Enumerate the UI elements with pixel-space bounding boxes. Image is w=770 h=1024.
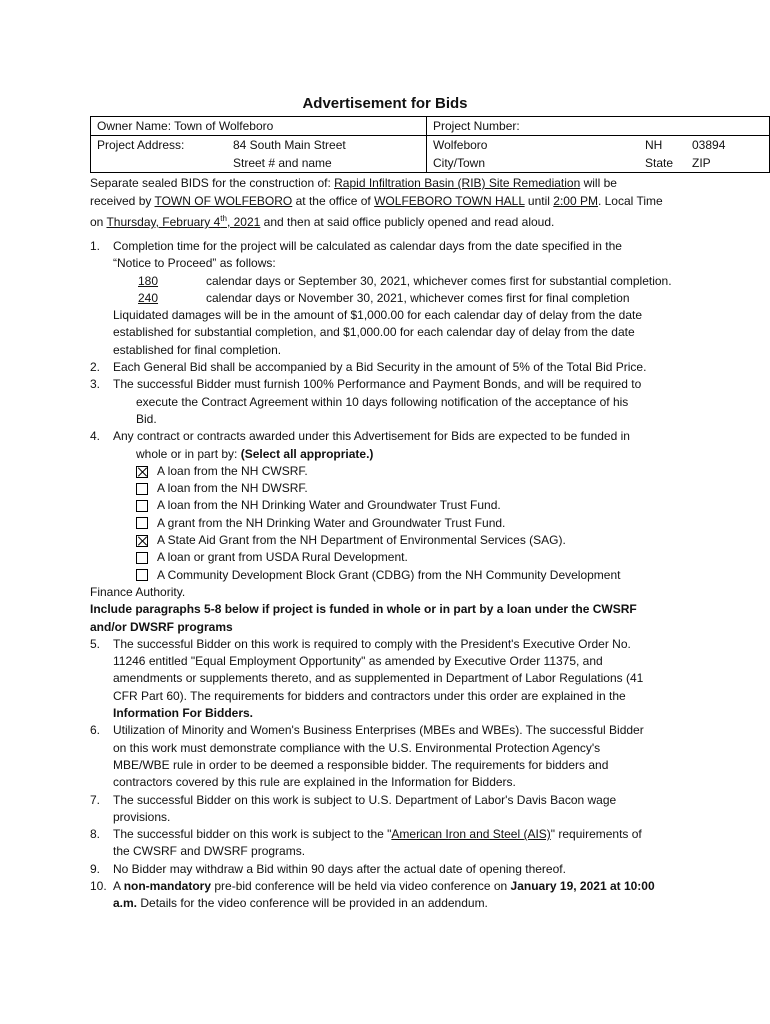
intro-text: on (90, 215, 107, 229)
address-blank (91, 154, 228, 173)
checkbox[interactable] (136, 552, 148, 564)
intro-text: Separate sealed BIDS for the construction of: (90, 176, 335, 190)
checkbox[interactable] (136, 569, 148, 581)
list-item-5: 5. The successful Bidder on this work is required to comply with the President's Executive Order No. 11246 entitled "Equal Employment Opportunity" as amended by Executive Order 11375, and amendments or supplements thereto, and as supplemented in Department of Labor Regulations (41 CFR Part 60). The requirements for bidders and contractors under this order are explained in the Information For Bidders. (90, 636, 644, 721)
funding-option-label: A State Aid Grant from the NH Department of Environmental Services (SAG). (157, 533, 566, 548)
funding-option-label: A loan or grant from USDA Rural Development. (157, 550, 408, 565)
intro-paragraph (90, 174, 690, 231)
funding-option (113, 480, 710, 497)
funding-option (113, 515, 710, 532)
intro-text: and then at said office publicly opened and read aloud. (260, 215, 555, 229)
list-item-10: 10. A non-mandatory pre-bid conference will be held via video conference on January 19, 2021 at 10:00 a.m. Details for the video conference will be provided in an addendum. (90, 878, 655, 911)
checkbox[interactable] (136, 517, 148, 529)
checked-checkbox[interactable] (136, 466, 148, 478)
intro-text: will be (580, 176, 617, 190)
checkbox[interactable] (136, 500, 148, 512)
bid-date: Thursday, February 4th, 2021 (106, 214, 261, 229)
intro-text: at the office of (292, 194, 375, 208)
list-item-6: 6. Utilization of Minority and Women's Business Enterprises (MBEs and WBEs). The successful Bidder on this work must demonstrate compliance with the U.S. Environmental Protection Agency's MBE/WBE rule in order to be deemed a responsible bidder. The requirements for bidders and contractors covered by this rule are explained in the Information for Bidders. (90, 723, 644, 790)
list-item-7: 7. The successful Bidder on this work is subject to U.S. Department of Labor's Davis Bacon wage provisions. (90, 792, 617, 824)
project-info-table (90, 116, 770, 173)
owner-name: TOWN OF WOLFEBORO (154, 194, 293, 208)
checkbox[interactable] (136, 483, 148, 495)
city-caption: City/Town (427, 154, 640, 173)
funding-continuation: Finance Authority. (90, 584, 186, 599)
owner-name-cell: Owner Name: Town of Wolfeboro (91, 117, 427, 136)
funding-option (113, 567, 710, 584)
terms-list (90, 238, 710, 913)
list-item-4: 4. Any contract or contracts awarded under this Advertisement for Bids are expected to be funded in whole or in part by: (Select all appropriate.) A loan from the NH CWSRF. A loan from the NH DWSRF. A loan from the NH Drinking Water and Groundwater Trust Fund. A grant from the NH Drinking Water and Groundwater Trust Fund. A State Aid Grant from the NH Department of Environmental Services (SAG). A loan or grant from USDA Rural Development. A Community Development Block Grant (CDBG) from the NH Community Development Finance Authority. (90, 428, 710, 601)
checked-checkbox[interactable] (136, 535, 148, 547)
list-item-9: 9. No Bidder may withdraw a Bid within 90 days after the actual date of opening thereof. (90, 861, 566, 876)
list-item-2: 2. Each General Bid shall be accompanied by a Bid Security in the amount of 5% of the Total Bid Price. (90, 360, 647, 375)
funding-option-label: A Community Development Block Grant (CDBG) from the NH Community Development (157, 567, 621, 582)
include-note: Include paragraphs 5-8 below if project is funded in whole or in part by a loan under the CWSRF and/or DWSRF programs (90, 602, 637, 634)
zip-value: 03894 (686, 136, 770, 155)
list-item-3: 3. The successful Bidder must furnish 100% Performance and Payment Bonds, and will be required to execute the Contract Agreement within 10 days following notification of the acceptance of his Bid. (90, 377, 642, 426)
intro-text: . Local Time (597, 194, 663, 208)
office-name: WOLFEBORO TOWN HALL (374, 194, 525, 208)
zip-caption: ZIP (686, 154, 770, 173)
funding-option-label: A loan from the NH CWSRF. (157, 463, 308, 478)
state-caption: State (639, 154, 686, 173)
project-number-cell: Project Number: (427, 117, 770, 136)
bid-time: 2:00 PM (553, 194, 598, 208)
list-item-8: 8. The successful bidder on this work is subject to the "American Iron and Steel (AIS)" requirements of the CWSRF and DWSRF programs. (90, 827, 642, 859)
funding-option-label: A loan from the NH Drinking Water and Groundwater Trust Fund. (157, 498, 501, 513)
funding-option (113, 463, 710, 480)
intro-text: until (524, 194, 554, 208)
funding-checkbox-list (113, 463, 710, 584)
funding-option (113, 549, 710, 566)
funding-option (113, 532, 710, 549)
funding-option (113, 497, 710, 514)
intro-text: received by (90, 194, 155, 208)
street-value: 84 South Main Street (233, 138, 346, 152)
funding-option-label: A grant from the NH Drinking Water and Groundwater Trust Fund. (157, 515, 506, 530)
page-title: Advertisement for Bids (302, 95, 468, 112)
project-name: Rapid Infiltration Basin (RIB) Site Remediation (334, 176, 581, 190)
city-value: Wolfeboro (427, 136, 640, 155)
state-value: NH (645, 138, 663, 152)
project-address-label: Project Address: (91, 136, 228, 155)
list-item-1: 1. Completion time for the project will be calculated as calendar days from the date specified in the “Notice to Proceed” as follows: 180 calendar days or September 30, 2021, whichever comes first for substantial completion. 240 calendar days or November 30, 2021, whichever comes first for final completion Liquidated damages will be in the amount of $1,000.00 for each calendar day of delay from the date established for substantial completion, and $1,000.00 for each calendar day of delay from the date established for final completion. (90, 239, 672, 357)
funding-option-label: A loan from the NH DWSRF. (157, 481, 308, 496)
street-caption: Street # and name (227, 154, 427, 173)
